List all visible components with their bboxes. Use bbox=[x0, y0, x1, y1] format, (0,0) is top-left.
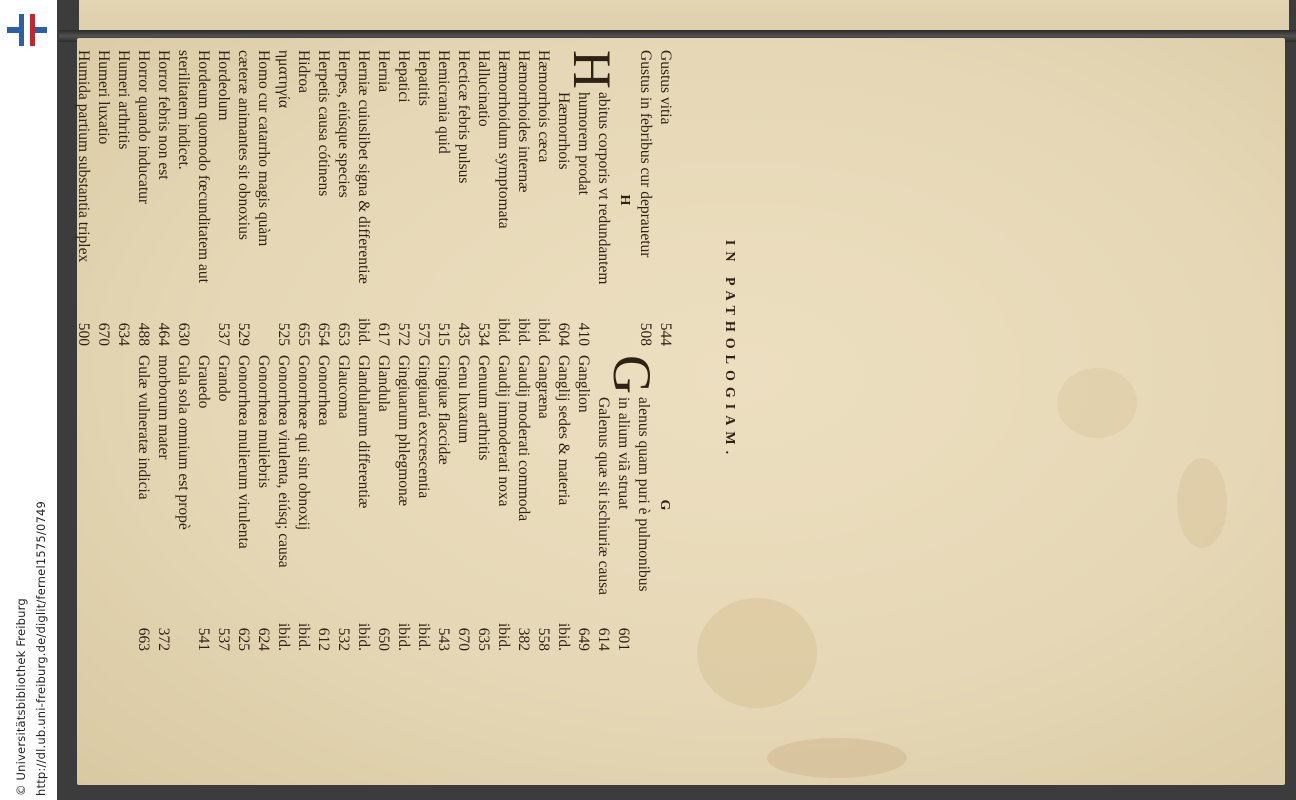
entry-term: Ganglij sedes & materia bbox=[555, 355, 572, 506]
entry-term: Gonorrhœæ qui sint obnoxij bbox=[295, 355, 312, 531]
entry-term: Hæmorrhoidum symptomata bbox=[495, 50, 512, 229]
entry-term: Hallucinatio bbox=[475, 50, 492, 127]
rotated-text-block bbox=[0, 50, 737, 650]
entry-page-number: 572 bbox=[395, 322, 412, 346]
entry-page-number: 575 bbox=[415, 322, 432, 346]
entry-term: Gangræna bbox=[535, 355, 552, 419]
entry-term: Gaudij moderati commoda bbox=[515, 355, 532, 522]
index-entry bbox=[553, 355, 573, 655]
entry-page-number: 635 bbox=[475, 627, 492, 651]
index-entry bbox=[353, 355, 373, 655]
entry-page-number: 614 bbox=[595, 627, 612, 651]
entry-page-number: 601 bbox=[615, 627, 632, 651]
entry-page-number: 410 bbox=[575, 322, 592, 346]
scan-viewer bbox=[57, 0, 1296, 800]
entry-term: Gaudij immoderati noxa bbox=[495, 355, 512, 507]
entry-page-number: 532 bbox=[335, 627, 352, 651]
entry-page-number: 488 bbox=[135, 322, 152, 346]
entry-term: Ganglion bbox=[575, 355, 592, 413]
entry-page-number: 624 bbox=[255, 627, 272, 651]
entry-term: Genu luxatum bbox=[455, 355, 472, 444]
entry-page-number: 650 bbox=[375, 627, 392, 651]
entry-page-number: ibid. bbox=[495, 623, 512, 651]
index-entry bbox=[313, 50, 333, 350]
index-entry bbox=[273, 50, 293, 350]
index-entry bbox=[293, 50, 313, 350]
index-entry bbox=[553, 50, 573, 350]
entry-term: ηματηγία bbox=[275, 50, 292, 109]
entry-term: Horror quando inducatur bbox=[135, 50, 152, 205]
entry-term: Humeri luxatio bbox=[95, 50, 112, 145]
index-entry bbox=[233, 50, 273, 350]
entry-term: Gonorrhœa virulenta, eiúsq; causa bbox=[275, 355, 292, 568]
entry-page-number: 604 bbox=[555, 322, 572, 346]
index-column-right bbox=[73, 50, 675, 350]
entry-term: Gustus vitia bbox=[657, 50, 674, 125]
entry-term: Hidroa bbox=[295, 50, 312, 94]
index-entry bbox=[293, 355, 313, 655]
index-entry bbox=[573, 355, 593, 655]
entry-page-number: 630 bbox=[175, 322, 192, 346]
index-entry bbox=[453, 50, 473, 350]
entry-page-number: 508 bbox=[637, 322, 654, 346]
index-entry bbox=[113, 50, 133, 350]
entry-page-number: 653 bbox=[335, 322, 352, 346]
index-entry bbox=[593, 355, 613, 655]
index-entry bbox=[273, 355, 293, 655]
entry-page-number: 670 bbox=[455, 627, 472, 651]
entry-term: Homo cur catarrho magis quàm cæteræ animantes sit obnoxius bbox=[235, 50, 272, 247]
entry-term: Glandularum differentiæ bbox=[355, 355, 372, 509]
entry-page-number: ibid. bbox=[355, 623, 372, 651]
entry-term: Grauedo bbox=[195, 355, 212, 409]
index-entry bbox=[513, 50, 533, 350]
index-entry bbox=[173, 50, 213, 350]
entry-page-number: 649 bbox=[575, 627, 592, 651]
entry-term: Hæmorrhoides internæ bbox=[515, 50, 532, 193]
entry-term: Gulæ vulneratæ indicia bbox=[135, 355, 152, 500]
paper-stain bbox=[1177, 458, 1227, 548]
index-entry bbox=[473, 355, 493, 655]
index-entry bbox=[373, 355, 393, 655]
entry-term: Gingiuarum phlegmonæ bbox=[395, 355, 412, 507]
paper-stain bbox=[1057, 368, 1137, 438]
entry-term: Herpetis causa cótinens bbox=[315, 50, 332, 197]
section-letter-h: H bbox=[617, 194, 632, 206]
copyright-notice: © Universitätsbibliothek Freiburg bbox=[14, 598, 28, 796]
library-logo-icon[interactable] bbox=[5, 12, 49, 48]
entry-page-number: ibid. bbox=[495, 318, 512, 346]
entry-page-number: 435 bbox=[455, 322, 472, 346]
paper-stain bbox=[767, 738, 907, 778]
section-letter-g: G bbox=[657, 499, 672, 511]
index-entry bbox=[93, 50, 113, 350]
index-entry bbox=[133, 355, 153, 655]
entry-page-number: 612 bbox=[315, 627, 332, 651]
entry-term: Hernia bbox=[375, 50, 392, 93]
entry-term: Gonorrhœa muliebris bbox=[255, 355, 272, 489]
entry-page-number: ibid. bbox=[555, 623, 572, 651]
index-entry bbox=[373, 50, 393, 350]
entry-term: Gonorrhœa bbox=[315, 355, 332, 426]
entry-page-number: 670 bbox=[95, 322, 112, 346]
entry-term: Galenus quæ sit ischiuriæ causa bbox=[595, 397, 612, 596]
continued-entries bbox=[635, 50, 675, 350]
index-entry bbox=[533, 50, 553, 350]
entry-term: Genuum arthritis bbox=[475, 355, 492, 461]
index-entry bbox=[433, 355, 453, 655]
entry-page-number: 543 bbox=[435, 627, 452, 651]
index-entry bbox=[473, 50, 493, 350]
entry-term: Hepatitis bbox=[415, 50, 432, 106]
entry-page-number: 537 bbox=[215, 322, 232, 346]
entry-term: Gonorrhœa mulierum virulenta bbox=[235, 355, 252, 549]
index-entry bbox=[393, 50, 413, 350]
entry-page-number: ibid. bbox=[415, 623, 432, 651]
index-entry bbox=[353, 50, 373, 350]
entry-term: Humida partium substantia triplex bbox=[75, 50, 92, 263]
entry-page-number: 634 bbox=[115, 322, 132, 346]
h-entries bbox=[73, 50, 622, 350]
document-url[interactable]: http://dl.ub.uni-freiburg.de/diglit/fernel1575/0749 bbox=[34, 500, 48, 796]
entry-page-number: 500 bbox=[75, 322, 92, 346]
entry-term: Humeri arthritis bbox=[115, 50, 132, 150]
index-entry bbox=[133, 50, 153, 350]
index-entry bbox=[413, 50, 433, 350]
entry-page-number: 525 bbox=[275, 322, 292, 346]
entry-page-number: 372 bbox=[155, 627, 172, 651]
entry-page-number: 515 bbox=[435, 322, 452, 346]
entry-page-number: ibid. bbox=[535, 318, 552, 346]
entry-page-number: 654 bbox=[315, 322, 332, 346]
entry-page-number: ibid. bbox=[355, 318, 372, 346]
entry-page-number: 382 bbox=[515, 627, 532, 651]
index-entry bbox=[233, 355, 253, 655]
entry-page-number: 558 bbox=[535, 627, 552, 651]
entry-page-number: 544 bbox=[657, 322, 674, 346]
entry-term: Galenus quam puri è pulmonibus in alium viã struat bbox=[602, 355, 662, 592]
index-entry bbox=[393, 355, 413, 655]
entry-term: Grando bbox=[215, 355, 232, 402]
entry-term: Habitus corporis vt redundantem humorem prodat bbox=[562, 50, 622, 285]
entry-page-number: 655 bbox=[295, 322, 312, 346]
entry-page-number: 534 bbox=[475, 322, 492, 346]
index-entry bbox=[493, 50, 513, 350]
entry-term: Gingiuæ flaccidæ bbox=[435, 355, 452, 465]
running-head: IN PATHOLOGIAM. bbox=[722, 239, 737, 461]
index-entry bbox=[333, 355, 353, 655]
entry-term: Hecticæ febris pulsus bbox=[455, 50, 472, 184]
index-entry bbox=[513, 355, 533, 655]
entry-page-number: 625 bbox=[235, 627, 252, 651]
entry-page-number: ibid. bbox=[295, 623, 312, 651]
index-entry bbox=[433, 50, 453, 350]
entry-term: Gula sola omnium est propè morborum mater bbox=[155, 355, 192, 530]
index-entry bbox=[413, 355, 433, 655]
entry-term: Hordeolum bbox=[215, 50, 232, 121]
entry-term: Hæmorrhois cæca bbox=[535, 50, 552, 163]
index-entry bbox=[493, 355, 513, 655]
entry-term: Gustus in febribus cur deprauetur bbox=[637, 50, 654, 258]
entry-term: Glaucoma bbox=[335, 355, 352, 419]
entry-term: Hepatici bbox=[395, 50, 412, 103]
entry-page-number: 464 bbox=[155, 322, 172, 346]
g-entries bbox=[133, 355, 662, 655]
entry-term: Gingiuarú excrescentia bbox=[415, 355, 432, 499]
index-entry bbox=[153, 50, 173, 350]
entry-term: Horror febris non est bbox=[155, 50, 172, 180]
entry-term: Hæmorrhois bbox=[555, 92, 572, 170]
index-entry bbox=[73, 50, 93, 350]
entry-page-number: 529 bbox=[235, 322, 252, 346]
index-entry bbox=[153, 355, 193, 655]
index-entry bbox=[313, 355, 333, 655]
index-entry bbox=[655, 50, 675, 350]
entry-term: Hordeum quomodo fœcunditatem aut sterilitatem indicet. bbox=[175, 50, 212, 283]
entry-page-number: 663 bbox=[135, 627, 152, 651]
index-entry bbox=[533, 355, 553, 655]
entry-term: Herpes, eiúsque species bbox=[335, 50, 352, 198]
index-entry bbox=[333, 50, 353, 350]
entry-term: Hemicrania quid bbox=[435, 50, 452, 154]
entry-page-number: 541 bbox=[195, 627, 212, 651]
entry-page-number: 617 bbox=[375, 322, 392, 346]
entry-page-number: ibid. bbox=[515, 318, 532, 346]
entry-page-number: 537 bbox=[215, 627, 232, 651]
index-entry bbox=[193, 355, 213, 655]
index-entry bbox=[635, 50, 655, 350]
index-entry bbox=[253, 355, 273, 655]
entry-page-number: ibid. bbox=[275, 623, 292, 651]
index-entry bbox=[213, 50, 233, 350]
entry-page-number: ibid. bbox=[395, 623, 412, 651]
entry-term: Herniæ cuiuslibet signa & differentiæ bbox=[355, 50, 372, 284]
index-entry bbox=[453, 355, 473, 655]
entry-term: Glandula bbox=[375, 355, 392, 412]
index-column-left bbox=[133, 355, 675, 655]
index-entry bbox=[213, 355, 233, 655]
